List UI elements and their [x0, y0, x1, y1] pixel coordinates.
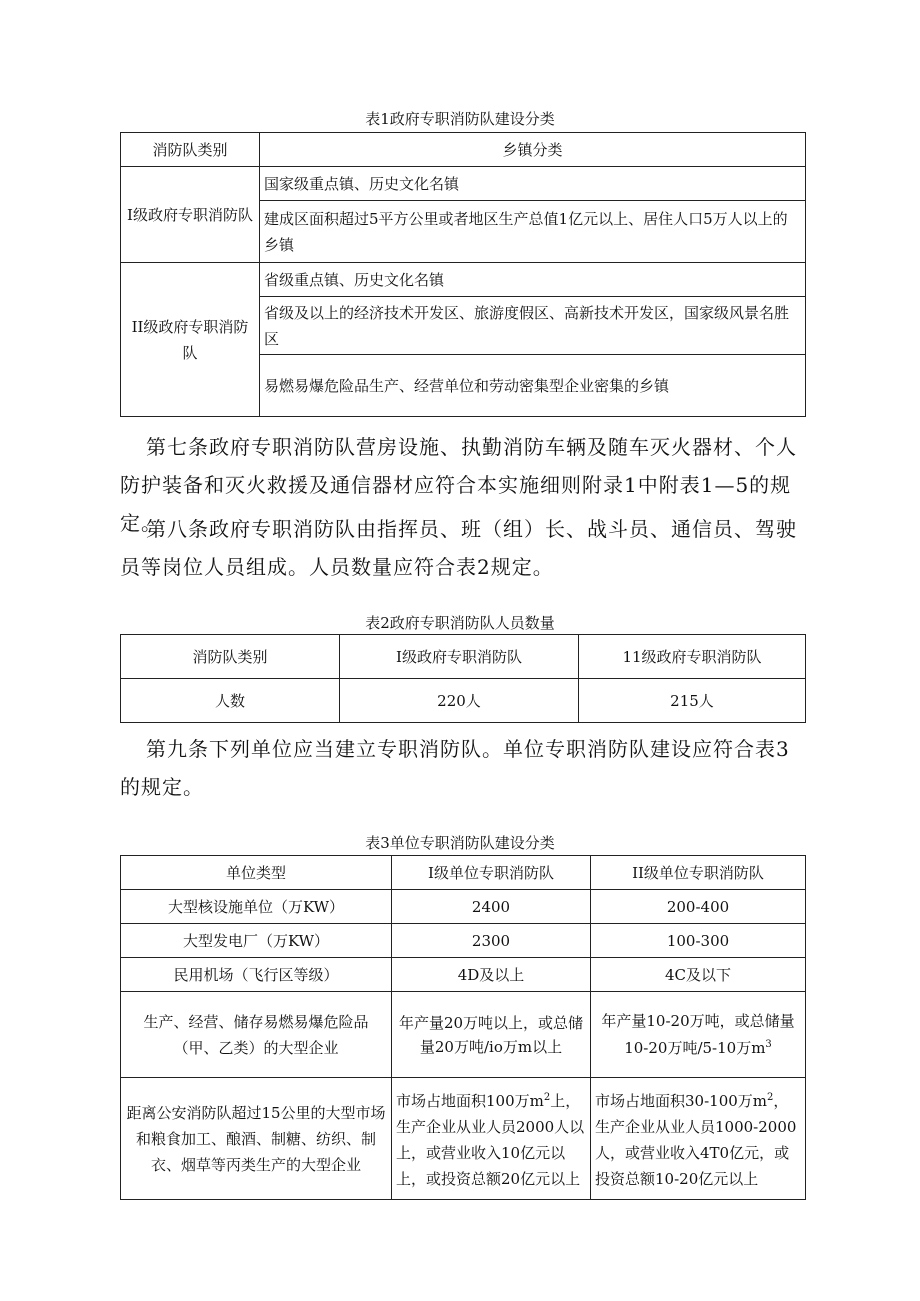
article-8: 第八条政府专职消防队由指挥员、班（组）长、战斗员、通信员、驾驶员等岗位人员组成。人员数量应符合表2规定。 — [120, 517, 797, 579]
table2-header: I级政府专职消防队 — [340, 635, 579, 679]
table1-header-category: 消防队类别 — [121, 133, 260, 167]
table3-cell: 100-300 — [591, 924, 806, 958]
table1-cell: II级政府专职消防队 — [121, 263, 260, 417]
table2-cell: 215人 — [579, 679, 806, 723]
table2-caption: 表2政府专职消防队人员数量 — [365, 614, 555, 632]
table2-header: 消防队类别 — [121, 635, 340, 679]
superscript: 2 — [543, 1092, 551, 1103]
table1-cell: 国家级重点镇、历史文化名镇 — [260, 167, 806, 201]
table3-cell-text: 市场占地面积100万m — [396, 1092, 544, 1110]
table1-cell: I级政府专职消防队 — [121, 167, 260, 263]
table3-cell-text: 年产量10-20万吨，或总储量10-20万吨/5-10万m — [601, 1012, 795, 1057]
table2-header: 11级政府专职消防队 — [579, 635, 806, 679]
table3-cell: 2400 — [392, 890, 591, 924]
table3-cell: 生产、经营、储存易燃易爆危险品（甲、乙类）的大型企业 — [121, 992, 392, 1078]
table3-cell — [591, 992, 806, 1078]
comma: ， — [773, 1092, 789, 1110]
table2-cell: 220人 — [340, 679, 579, 723]
table1-cell: 建成区面积超过5平方公里或者地区生产总值1亿元以上、居住人口5万人以上的乡镇 — [260, 201, 806, 263]
superscript: 2 — [767, 1092, 774, 1103]
table3-cell: 年产量20万吨以上，或总储量20万吨/io万m以上 — [392, 992, 591, 1078]
table3-header: II级单位专职消防队 — [591, 856, 806, 890]
table1-cell: 易燃易爆危险品生产、经营单位和劳动密集型企业密集的乡镇 — [260, 355, 806, 417]
table3-cell-text: 市场占地面积30-100万m — [595, 1092, 768, 1110]
table3-cell: 大型发电厂（万KW） — [121, 924, 392, 958]
table3-cell — [591, 1078, 806, 1200]
table3 — [120, 855, 806, 1200]
table2-cell: 人数 — [121, 679, 340, 723]
table2 — [120, 634, 806, 723]
table3-cell: 2300 — [392, 924, 591, 958]
table3-header: 单位类型 — [121, 856, 392, 890]
table3-cell: 4C及以下 — [591, 958, 806, 992]
table3-cell: 民用机场（飞行区等级） — [121, 958, 392, 992]
table3-cell: 4D及以上 — [392, 958, 591, 992]
table3-cell: 200-400 — [591, 890, 806, 924]
superscript: 3 — [765, 1039, 772, 1050]
table1-caption: 表1政府专职消防队建设分类 — [365, 110, 555, 128]
table3-caption: 表3单位专职消防队建设分类 — [365, 834, 555, 852]
table3-cell-text: 生产企业从业人员1000-2000人，或营业收入4T0亿元，或投资总额10-20亿元以上 — [595, 1118, 797, 1188]
table3-cell — [392, 1078, 591, 1200]
table3-cell: 大型核设施单位（万KW） — [121, 890, 392, 924]
article-7: 第七条政府专职消防队营房设施、执勤消防车辆及随车灭火器材、个人防护装备和灭火救援及通信器材应符合本实施细则附录1中附表1—5的规定。 — [120, 435, 797, 535]
table3-cell: 距离公安消防队超过15公里的大型市场和粮食加工、酿酒、制糖、纺织、制衣、烟草等丙类生产的大型企业 — [121, 1078, 392, 1200]
table3-cell-text: 上，生产企业从业人员2000人以上，或营业收入10亿元以上，或投资总额20亿元以上 — [396, 1092, 585, 1188]
table1-cell: 省级及以上的经济技术开发区、旅游度假区、高新技术开发区，国家级风景名胜区 — [260, 297, 806, 355]
table1-header-town: 乡镇分类 — [260, 133, 806, 167]
table1-cell: 省级重点镇、历史文化名镇 — [260, 263, 806, 297]
table1 — [120, 132, 806, 417]
table3-header: I级单位专职消防队 — [392, 856, 591, 890]
article-9: 第九条下列单位应当建立专职消防队。单位专职消防队建设应符合表3的规定。 — [120, 737, 790, 799]
